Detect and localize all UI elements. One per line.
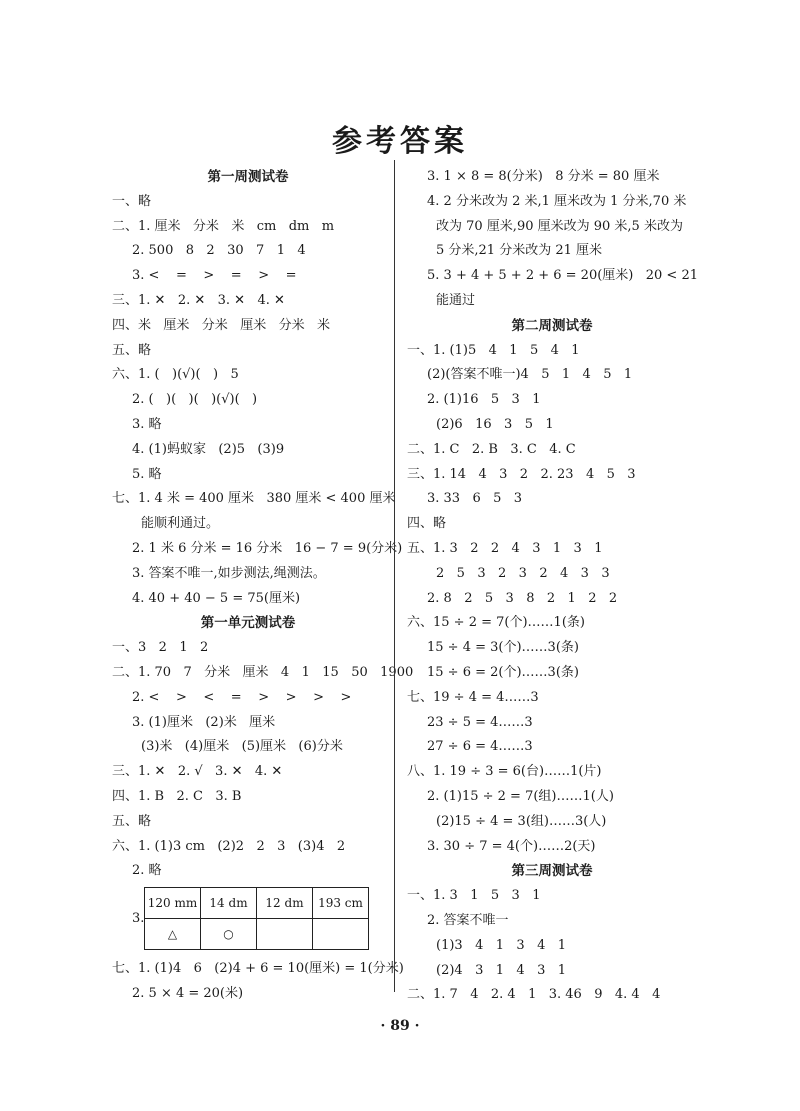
- table-header-cell: 193 cm: [313, 888, 369, 919]
- table-mark-cell: [313, 919, 369, 950]
- answer-line: 七、1. 4 米 = 400 厘米 380 厘米 < 400 厘米: [112, 491, 396, 507]
- answer-line: 六、1. (1)3 cm (2)2 2 3 (3)4 2: [112, 838, 346, 854]
- answer-line: 2 5 3 2 3 2 4 3 3: [436, 565, 610, 581]
- answer-line: 一、3 2 1 2: [112, 640, 209, 656]
- answer-line: 六、1. ( )(√)( ) 5: [112, 367, 239, 383]
- answer-line: 2. < > < = > > > >: [132, 689, 352, 705]
- answer-line: 2. 5 × 4 = 20(米): [132, 985, 244, 1001]
- answer-line: 5. 略: [132, 466, 162, 482]
- answer-line: 八、1. 19 ÷ 3 = 6(台)……1(片): [407, 764, 602, 780]
- answer-line: (3)米 (4)厘米 (5)厘米 (6)分米: [141, 739, 343, 755]
- answer-line: 23 ÷ 5 = 4……3: [427, 714, 533, 730]
- answer-line: 3. 1 × 8 = 8(分米) 8 分米 = 80 厘米: [427, 169, 660, 184]
- answer-line: 2. 500 8 2 30 7 1 4: [132, 243, 306, 259]
- answer-line: 4. 40 + 40 − 5 = 75(厘米): [132, 590, 301, 606]
- answer-line: (2)(答案不唯一)4 5 1 4 5 1: [427, 367, 633, 383]
- column-divider: [394, 160, 395, 992]
- answer-line: 2. 答案不唯一: [427, 912, 509, 928]
- answer-line: 5 分米,21 分米改为 21 厘米: [436, 243, 603, 259]
- answer-line: 三、1. ✕ 2. √ 3. ✕ 4. ✕: [112, 764, 283, 780]
- answer-line: 三、1. 14 4 3 2 2. 23 4 5 3: [407, 466, 636, 482]
- answer-line: 2. 8 2 5 3 8 2 1 2 2: [427, 590, 618, 606]
- answer-line: 四、1. B 2. C 3. B: [112, 788, 242, 804]
- answer-line: 六、15 ÷ 2 = 7(个)……1(条): [407, 615, 585, 631]
- answer-line: 4. (1)蚂蚁家 (2)5 (3)9: [132, 441, 285, 457]
- answer-line: 3. 答案不唯一,如步测法,绳测法。: [132, 565, 326, 581]
- answer-line: 一、略: [112, 193, 152, 209]
- answer-line: 一、1. (1)5 4 1 5 4 1: [407, 342, 580, 358]
- answer-line: 五、略: [112, 813, 152, 829]
- answer-line: 3. (1)厘米 (2)米 厘米: [132, 714, 276, 730]
- answer-table-block: [112, 887, 384, 957]
- answer-line: 4. 2 分米改为 2 米,1 厘米改为 1 分米,70 米: [427, 193, 687, 209]
- answer-line: 四、米 厘米 分米 厘米 分米 米: [112, 317, 330, 333]
- answer-line: 3. < = > = > =: [132, 268, 297, 284]
- answer-table-label: 3.: [132, 911, 145, 927]
- answer-line: 能通过: [436, 292, 476, 308]
- table-row: [145, 919, 369, 950]
- table-mark-cell: ○: [201, 919, 257, 950]
- answer-line: 四、略: [407, 516, 447, 532]
- answer-line: (2)6 16 3 5 1: [436, 416, 554, 432]
- answer-line: 5. 3 + 4 + 5 + 2 + 6 = 20(厘米) 20 < 21: [427, 268, 699, 284]
- answer-line: 二、1. 7 4 2. 4 1 3. 46 9 4. 4 4: [407, 987, 661, 1003]
- section-heading: 第二周测试卷: [511, 317, 593, 334]
- answer-line: 改为 70 厘米,90 厘米改为 90 米,5 米改为: [436, 218, 683, 234]
- answer-line: 15 ÷ 4 = 3(个)……3(条): [427, 640, 579, 656]
- answer-line: 二、1. 70 7 分米 厘米 4 1 15 50 1900: [112, 664, 414, 680]
- answer-line: 三、1. ✕ 2. ✕ 3. ✕ 4. ✕: [112, 292, 285, 308]
- table-header-cell: 12 dm: [257, 888, 313, 919]
- answer-line: 七、19 ÷ 4 = 4……3: [407, 689, 539, 705]
- answer-line: 2. ( )( )( )(√)( ): [132, 392, 258, 408]
- section-heading: 第一周测试卷: [207, 169, 289, 185]
- right-column: [407, 165, 697, 1008]
- answer-line: 15 ÷ 6 = 2(个)……3(条): [427, 664, 579, 680]
- table-mark-cell: [257, 919, 313, 950]
- answer-line: 五、略: [112, 342, 152, 358]
- answer-line: 3. 30 ÷ 7 = 4(个)……2(天): [427, 838, 596, 854]
- answer-line: (1)3 4 1 3 4 1: [436, 937, 567, 953]
- answer-line: (2)4 3 1 4 3 1: [436, 962, 567, 978]
- answer-line: 2. 1 米 6 分米 = 16 分米 16 − 7 = 9(分米): [132, 540, 403, 556]
- answer-table: [144, 887, 369, 950]
- answer-line: 2. 略: [132, 863, 162, 879]
- page-number: · 89 ·: [380, 1018, 420, 1034]
- answer-line: 2. (1)15 ÷ 2 = 7(组)……1(人): [427, 788, 614, 804]
- answer-line: 27 ÷ 6 = 4……3: [427, 739, 533, 755]
- answer-line: 二、1. C 2. B 3. C 4. C: [407, 441, 576, 457]
- answer-line: 五、1. 3 2 2 4 3 1 3 1: [407, 540, 603, 556]
- answer-line: 一、1. 3 1 5 3 1: [407, 888, 541, 904]
- table-row: [145, 888, 369, 919]
- table-header-cell: 120 mm: [145, 888, 201, 919]
- table-header-cell: 14 dm: [201, 888, 257, 919]
- left-column: [112, 165, 414, 1007]
- answer-line: 能顺利通过。: [141, 516, 220, 532]
- answer-line: 2. (1)16 5 3 1: [427, 392, 541, 408]
- page-title: 参考答案: [332, 124, 468, 159]
- answer-line: 3. 略: [132, 416, 162, 432]
- answer-line: 七、1. (1)4 6 (2)4 + 6 = 10(厘米) = 1(分米): [112, 961, 404, 977]
- answer-line: (2)15 ÷ 4 = 3(组)……3(人): [436, 813, 607, 829]
- table-mark-cell: △: [145, 919, 201, 950]
- section-heading: 第三周测试卷: [511, 863, 593, 880]
- answer-line: 3. 33 6 5 3: [427, 491, 523, 507]
- answer-line: 二、1. 厘米 分米 米 cm dm m: [112, 218, 335, 234]
- section-heading: 第一单元测试卷: [200, 615, 296, 632]
